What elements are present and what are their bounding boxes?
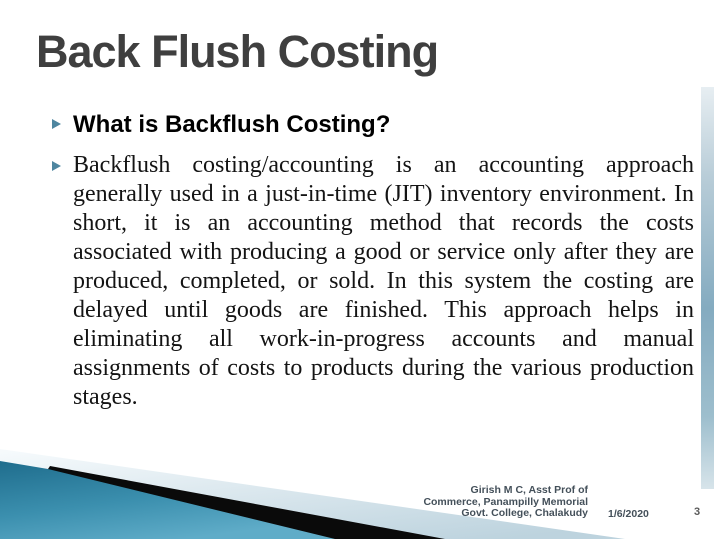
bullet-paragraph-text: Backflush costing/accounting is an accounting approach generally used in a just-in-time (JIT) inventory environment. In short, it is an accounting method that records the costs associated with producing a good or service only after they are produced, completed, or sold. In this system the costing are delayed until goods are finished. This approach helps in eliminating all work-in-progress accounts and manual assignments of costs to products during the various production stages. <box>73 152 694 410</box>
footer-credit <box>360 485 588 520</box>
footer-date: 1/6/2020 <box>608 508 649 520</box>
bullet-item-heading <box>52 110 694 140</box>
arrow-bullet-icon <box>52 161 61 171</box>
footer-credit-line: Govt. College, Chalakudy <box>461 507 588 519</box>
bullet-item-paragraph <box>52 151 694 412</box>
slide-content <box>52 110 694 412</box>
arrow-bullet-icon <box>52 119 61 129</box>
bullet-marker-cell <box>52 151 73 171</box>
footer-credit-line: Girish M C, Asst Prof of <box>470 484 588 496</box>
slide-title: Back Flush Costing <box>36 26 439 77</box>
footer-credit-line: Commerce, Panampilly Memorial <box>423 495 588 508</box>
slide-number: 3 <box>694 506 701 518</box>
right-accent-bar <box>701 87 714 489</box>
bullet-heading-text: What is Backflush Costing? <box>73 111 391 138</box>
bullet-marker-cell <box>52 110 73 129</box>
